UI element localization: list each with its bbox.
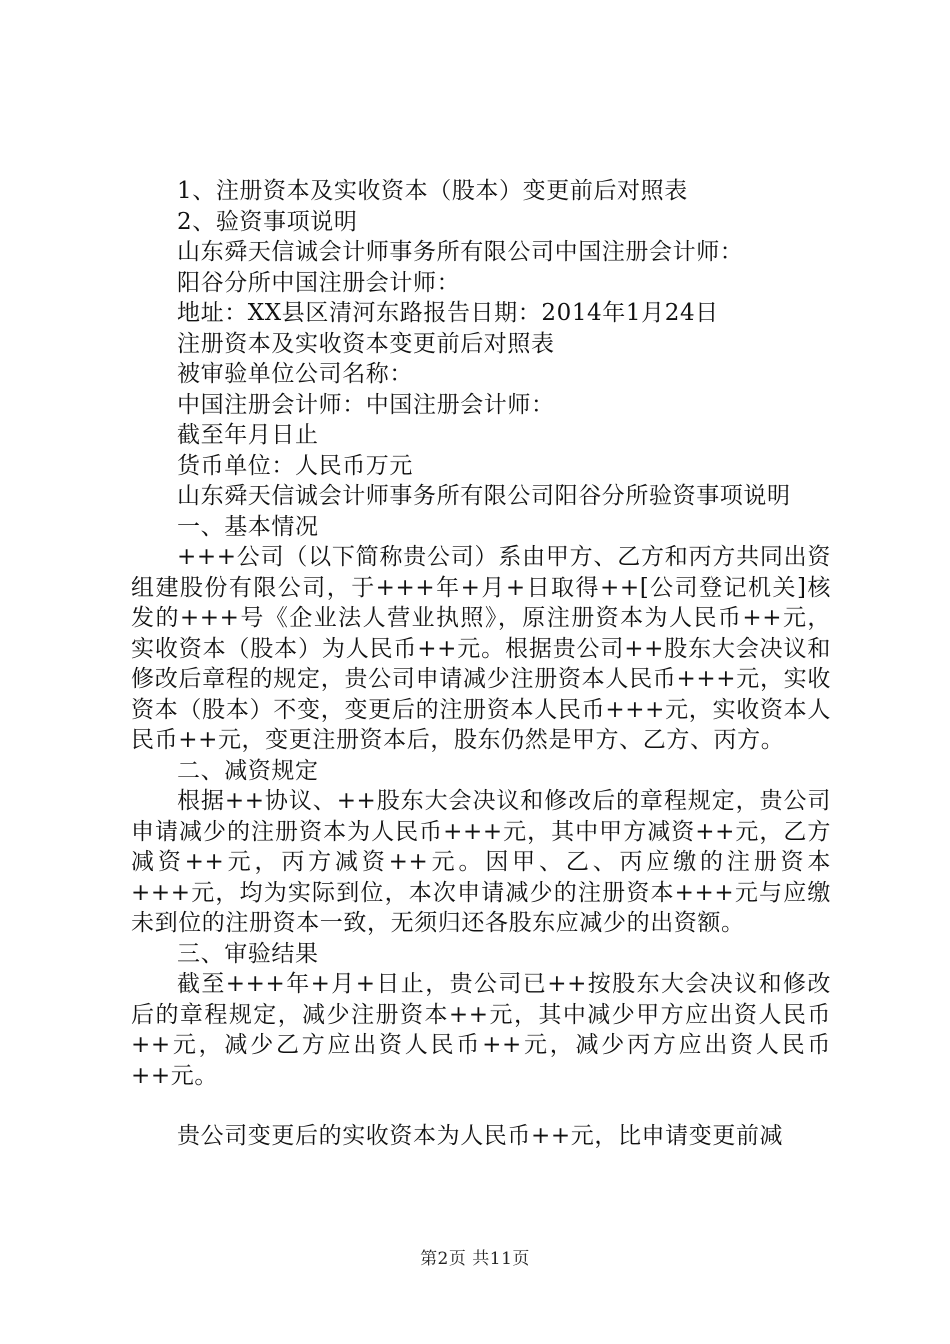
section-heading-basic: 一、基本情况 bbox=[177, 513, 319, 540]
currency-unit-line: 货币单位：人民币万元 bbox=[177, 452, 413, 479]
attachment-item-2: 2、验资事项说明 bbox=[177, 208, 358, 235]
address-date-line: 地址：XX县区清河东路报告日期：2014年1月24日 bbox=[177, 300, 719, 326]
firm-signature-line: 山东舜天信诚会计师事务所有限公司中国注册会计师： bbox=[177, 239, 744, 265]
table-title-line: 注册资本及实收资本变更前后对照表 bbox=[177, 330, 555, 357]
explanation-title: 山东舜天信诚会计师事务所有限公司阳谷分所验资事项说明 bbox=[177, 483, 791, 509]
section-heading-results: 三、审验结果 bbox=[177, 940, 319, 967]
accountants-line: 中国注册会计师：中国注册会计师： bbox=[177, 391, 555, 418]
page-number-footer: 第2页 共11页 bbox=[420, 1249, 530, 1269]
paragraph-basic-info: +++公司（以下简称贵公司）系由甲方、乙方和丙方共同出资组建股份有限公司，于+++年+月+日取得++[公司登记机关]核发的+++号《企业法人营业执照》，原注册资本为人民币++元，实收资本（股本）为人民币++元。根据贵公司++股东大会决议和修改后章程的规定，贵公司申请减少注册资本人民币+++元，实收资本（股本）不变，变更后的注册资本人民币+++元，实收资本人民币++元，变更注册资本后，股东仍然是甲方、乙方、丙方。 bbox=[131, 544, 831, 753]
as-of-date-line: 截至年月日止 bbox=[177, 422, 319, 448]
paragraph-spacer bbox=[131, 1091, 831, 1121]
audited-company-line: 被审验单位公司名称： bbox=[177, 361, 413, 387]
attachment-item-1: 1、注册资本及实收资本（股本）变更前后对照表 bbox=[177, 178, 688, 204]
section-heading-reduction: 二、减资规定 bbox=[177, 757, 319, 784]
paragraph-audit-results: 截至+++年+月+日止，贵公司已++按股东大会决议和修改后的章程规定，减少注册资本++元，其中减少甲方应出资人民币++元，减少乙方应出资人民币++元，减少丙方应出资人民币++元。 bbox=[131, 971, 831, 1089]
paragraph-changed-capital: 贵公司变更后的实收资本为人民币++元，比申请变更前减 bbox=[177, 1123, 784, 1149]
branch-signature-line: 阳谷分所中国注册会计师： bbox=[177, 269, 461, 296]
document-body bbox=[131, 176, 831, 1152]
paragraph-reduction-rules: 根据++协议、++股东大会决议和修改后的章程规定，贵公司申请减少的注册资本为人民币+++元，其中甲方减资++元，乙方减资++元，丙方减资++元。因甲、乙、丙应缴的注册资本+++元，均为实际到位，本次申请减少的注册资本+++元与应缴未到位的注册资本一致，无须归还各股东应减少的出资额。 bbox=[131, 788, 831, 936]
